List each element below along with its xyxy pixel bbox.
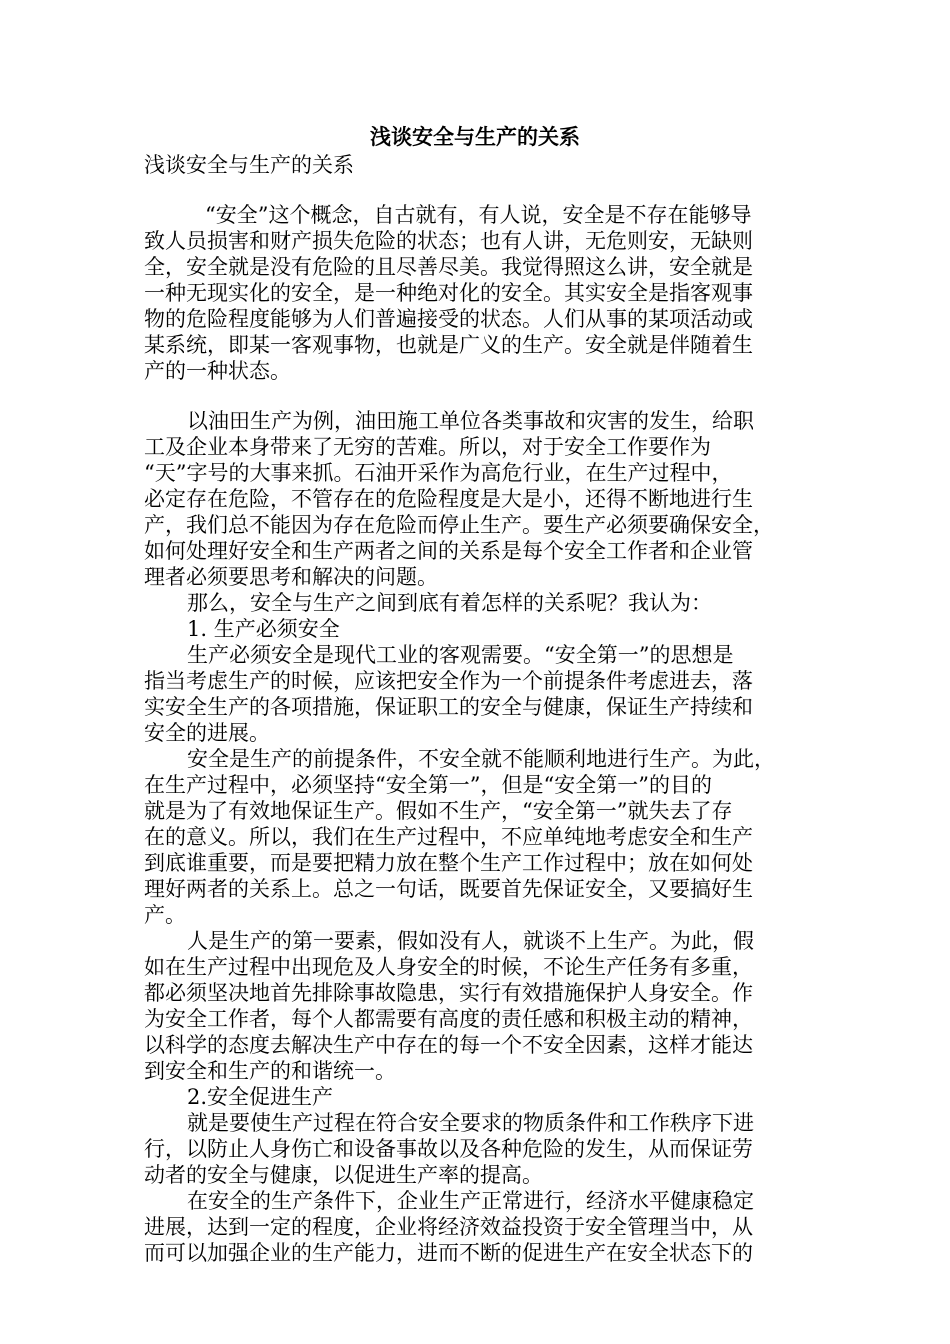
text-line: “天”字号的大事来抓。石油开采作为高危行业，在生产过程中， (144, 461, 733, 485)
text-line: 安全的进展。 (144, 721, 270, 745)
text-line: 如何处理好安全和生产两者之间的关系是每个安全工作者和企业管 (144, 539, 753, 563)
text-line: 全，安全就是没有危险的且尽善尽美。我觉得照这么讲，安全就是 (144, 255, 753, 279)
document-title: 浅谈安全与生产的关系 (370, 125, 580, 149)
text-line: 产，我们总不能因为存在危险而停止生产。要生产必须要确保安全， (144, 513, 774, 537)
text-line: 指当考虑生产的时候，应该把安全作为一个前提条件考虑进去，落 (144, 669, 753, 693)
text-line: 就是为了有效地保证生产。假如不生产，“安全第一”就失去了存 (144, 799, 733, 823)
text-line: 生产必须安全是现代工业的客观需要。“安全第一”的思想是 (187, 643, 734, 667)
section-heading: 1. 生产必须安全 (187, 617, 340, 641)
text-line: 人是生产的第一要素，假如没有人，就谈不上生产。为此，假 (187, 929, 754, 953)
text-line: 以科学的态度去解决生产中存在的每一个不安全因素，这样才能达 (144, 1033, 753, 1057)
text-line: 理好两者的关系上。总之一句话，既要首先保证安全，又要搞好生 (144, 877, 753, 901)
text-line: 在安全的生产条件下，企业生产正常进行，经济水平健康稳定 (187, 1189, 754, 1213)
text-line: 致人员损害和财产损失危险的状态；也有人讲，无危则安，无缺则 (144, 229, 753, 253)
text-line: 浅谈安全与生产的关系 (144, 153, 354, 177)
text-line: 到底谁重要，而是要把精力放在整个生产工作过程中；放在如何处 (144, 851, 753, 875)
text-line: 以油田生产为例，油田施工单位各类事故和灾害的发生，给职 (187, 409, 754, 433)
text-line: 物的危险程度能够为人们普遍接受的状态。人们从事的某项活动或 (144, 307, 753, 331)
text-line: 就是要使生产过程在符合安全要求的物质条件和工作秩序下进 (187, 1111, 754, 1135)
section-heading: 2.安全促进生产 (187, 1085, 334, 1109)
text-line: 在生产过程中，必须坚持“安全第一”，但是“安全第一”的目的 (144, 773, 712, 797)
text-line: 那么，安全与生产之间到底有着怎样的关系呢？我认为： (187, 591, 712, 615)
text-line: 产。 (144, 903, 186, 927)
text-line: 工及企业本身带来了无穷的苦难。所以，对于安全工作要作为 (144, 435, 711, 459)
text-line: 理者必须要思考和解决的问题。 (144, 565, 438, 589)
text-line: 在的意义。所以，我们在生产过程中，不应单纯地考虑安全和生产 (144, 825, 753, 849)
text-line: 行，以防止人身伤亡和设备事故以及各种危险的发生，从而保证劳 (144, 1137, 753, 1161)
text-line: “安全”这个概念，自古就有，有人说，安全是不存在能够导 (205, 203, 752, 227)
text-line: 安全是生产的前提条件，不安全就不能顺利地进行生产。为此， (187, 747, 775, 771)
text-line: 实安全生产的各项措施，保证职工的安全与健康，保证生产持续和 (144, 695, 753, 719)
text-line: 产的一种状态。 (144, 359, 291, 383)
text-line: 进展，达到一定的程度，企业将经济效益投资于安全管理当中，从 (144, 1215, 753, 1239)
text-line: 一种无现实化的安全，是一种绝对化的安全。其实安全是指客观事 (144, 281, 753, 305)
text-line: 如在生产过程中出现危及人身安全的时候，不论生产任务有多重， (144, 955, 753, 979)
text-line: 动者的安全与健康，以促进生产率的提高。 (144, 1163, 543, 1187)
text-line: 为安全工作者，每个人都需要有高度的责任感和积极主动的精神， (144, 1007, 753, 1031)
text-line: 到安全和生产的和谐统一。 (144, 1059, 396, 1083)
text-line: 而可以加强企业的生产能力，进而不断的促进生产在安全状态下的 (144, 1241, 753, 1265)
text-line: 必定存在危险，不管存在的危险程度是大是小，还得不断地进行生 (144, 487, 753, 511)
text-line: 都必须坚决地首先排除事故隐患，实行有效措施保护人身安全。作 (144, 981, 753, 1005)
text-line: 某系统，即某一客观事物，也就是广义的生产。安全就是伴随着生 (144, 333, 753, 357)
